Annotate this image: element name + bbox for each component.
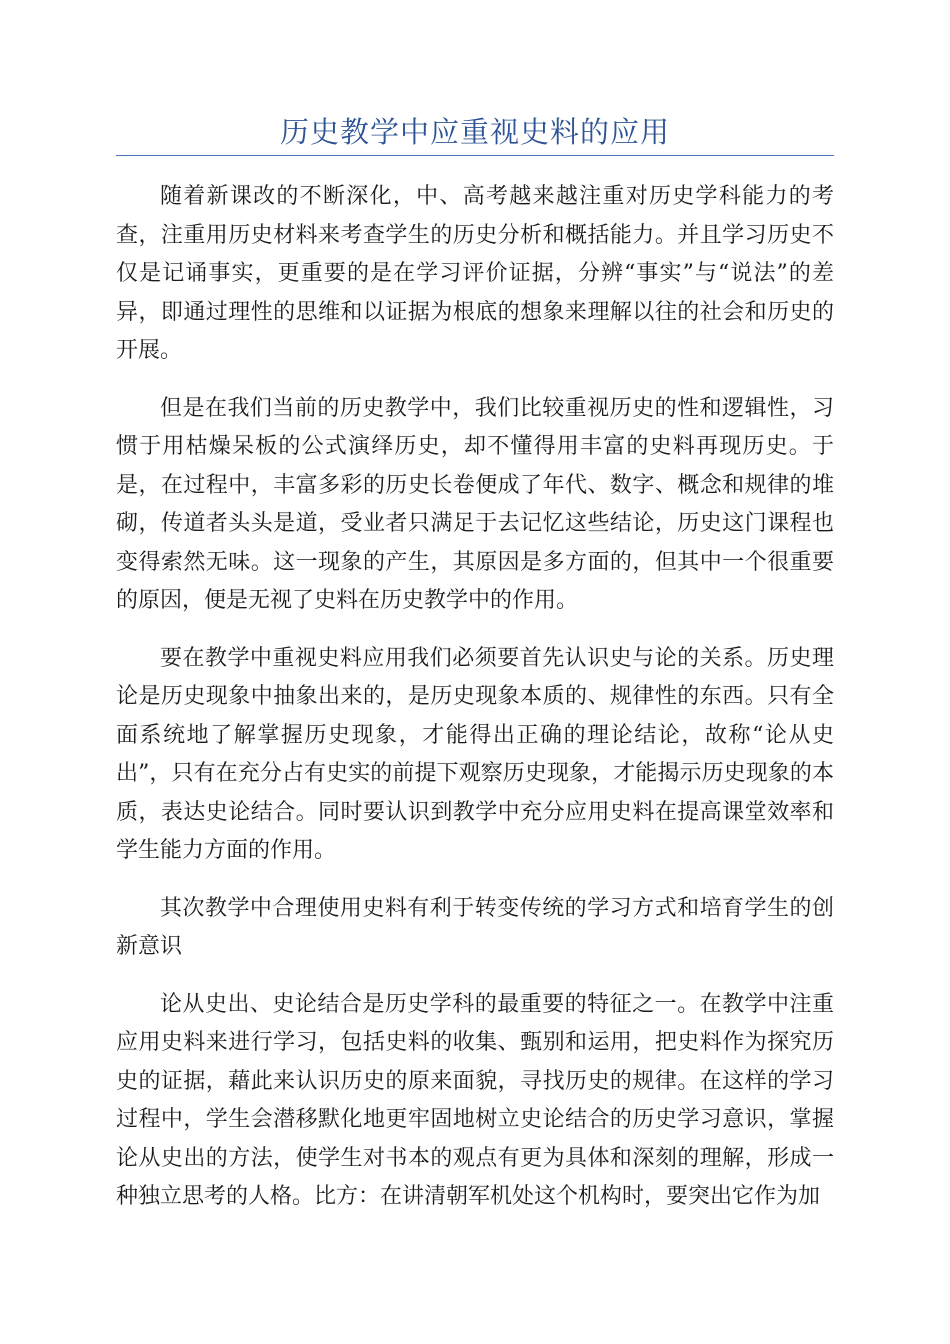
paragraph-4: 其次教学中合理使用史料有利于转变传统的学习方式和培育学生的创新意识 [116,895,834,959]
document-body [116,178,834,1236]
paragraph-2: 但是在我们当前的历史教学中，我们比较重视历史的性和逻辑性，习惯于用枯燥呆板的公式演绎历史，却不懂得用丰富的史料再现历史。于是，在过程中，丰富多彩的历史长卷便成了年代、数字、概念和规律的堆砌，传道者头头是道，受业者只满足于去记忆这些结论，历史这门课程也变得索然无味。这一现象的产生，其原因是多方面的，但其中一个很重要的原因，便是无视了史料在历史教学中的作用。 [116,395,834,613]
paragraph-1: 随着新课改的不断深化，中、高考越来越注重对历史学科能力的考查，注重用历史材料来考查学生的历史分析和概括能力。并且学习历史不仅是记诵事实，更重要的是在学习评价证据，分辨“事实”与“说法”的差异，即通过理性的思维和以证据为根底的想象来理解以往的社会和历史的开展。 [116,184,834,363]
paragraph-3: 要在教学中重视史料应用我们必须要首先认识史与论的关系。历史理论是历史现象中抽象出来的，是历史现象本质的、规律性的东西。只有全面系统地了解掌握历史现象，才能得出正确的理论结论，故称“论从史出”，只有在充分占有史实的前提下观察历史现象，才能揭示历史现象的本质，表达史论结合。同时要认识到教学中充分应用史料在提高课堂效率和学生能力方面的作用。 [116,645,834,863]
paragraph-5: 论从史出、史论结合是历史学科的最重要的特征之一。在教学中注重应用史料来进行学习，包括史料的收集、甄别和运用，把史料作为探究历史的证据，藉此来认识历史的原来面貌，寻找历史的规律。在这样的学习过程中，学生会潜移默化地更牢固地树立史论结合的历史学习意识，掌握论从史出的方法，使学生对书本的观点有更为具体和深刻的理解，形成一种独立思考的人格。比方：在讲清朝军机处这个机构时，要突出它作为加 [116,991,834,1209]
document-title: 历史教学中应重视史料的应用 [279,115,670,149]
title-underline [116,155,834,156]
